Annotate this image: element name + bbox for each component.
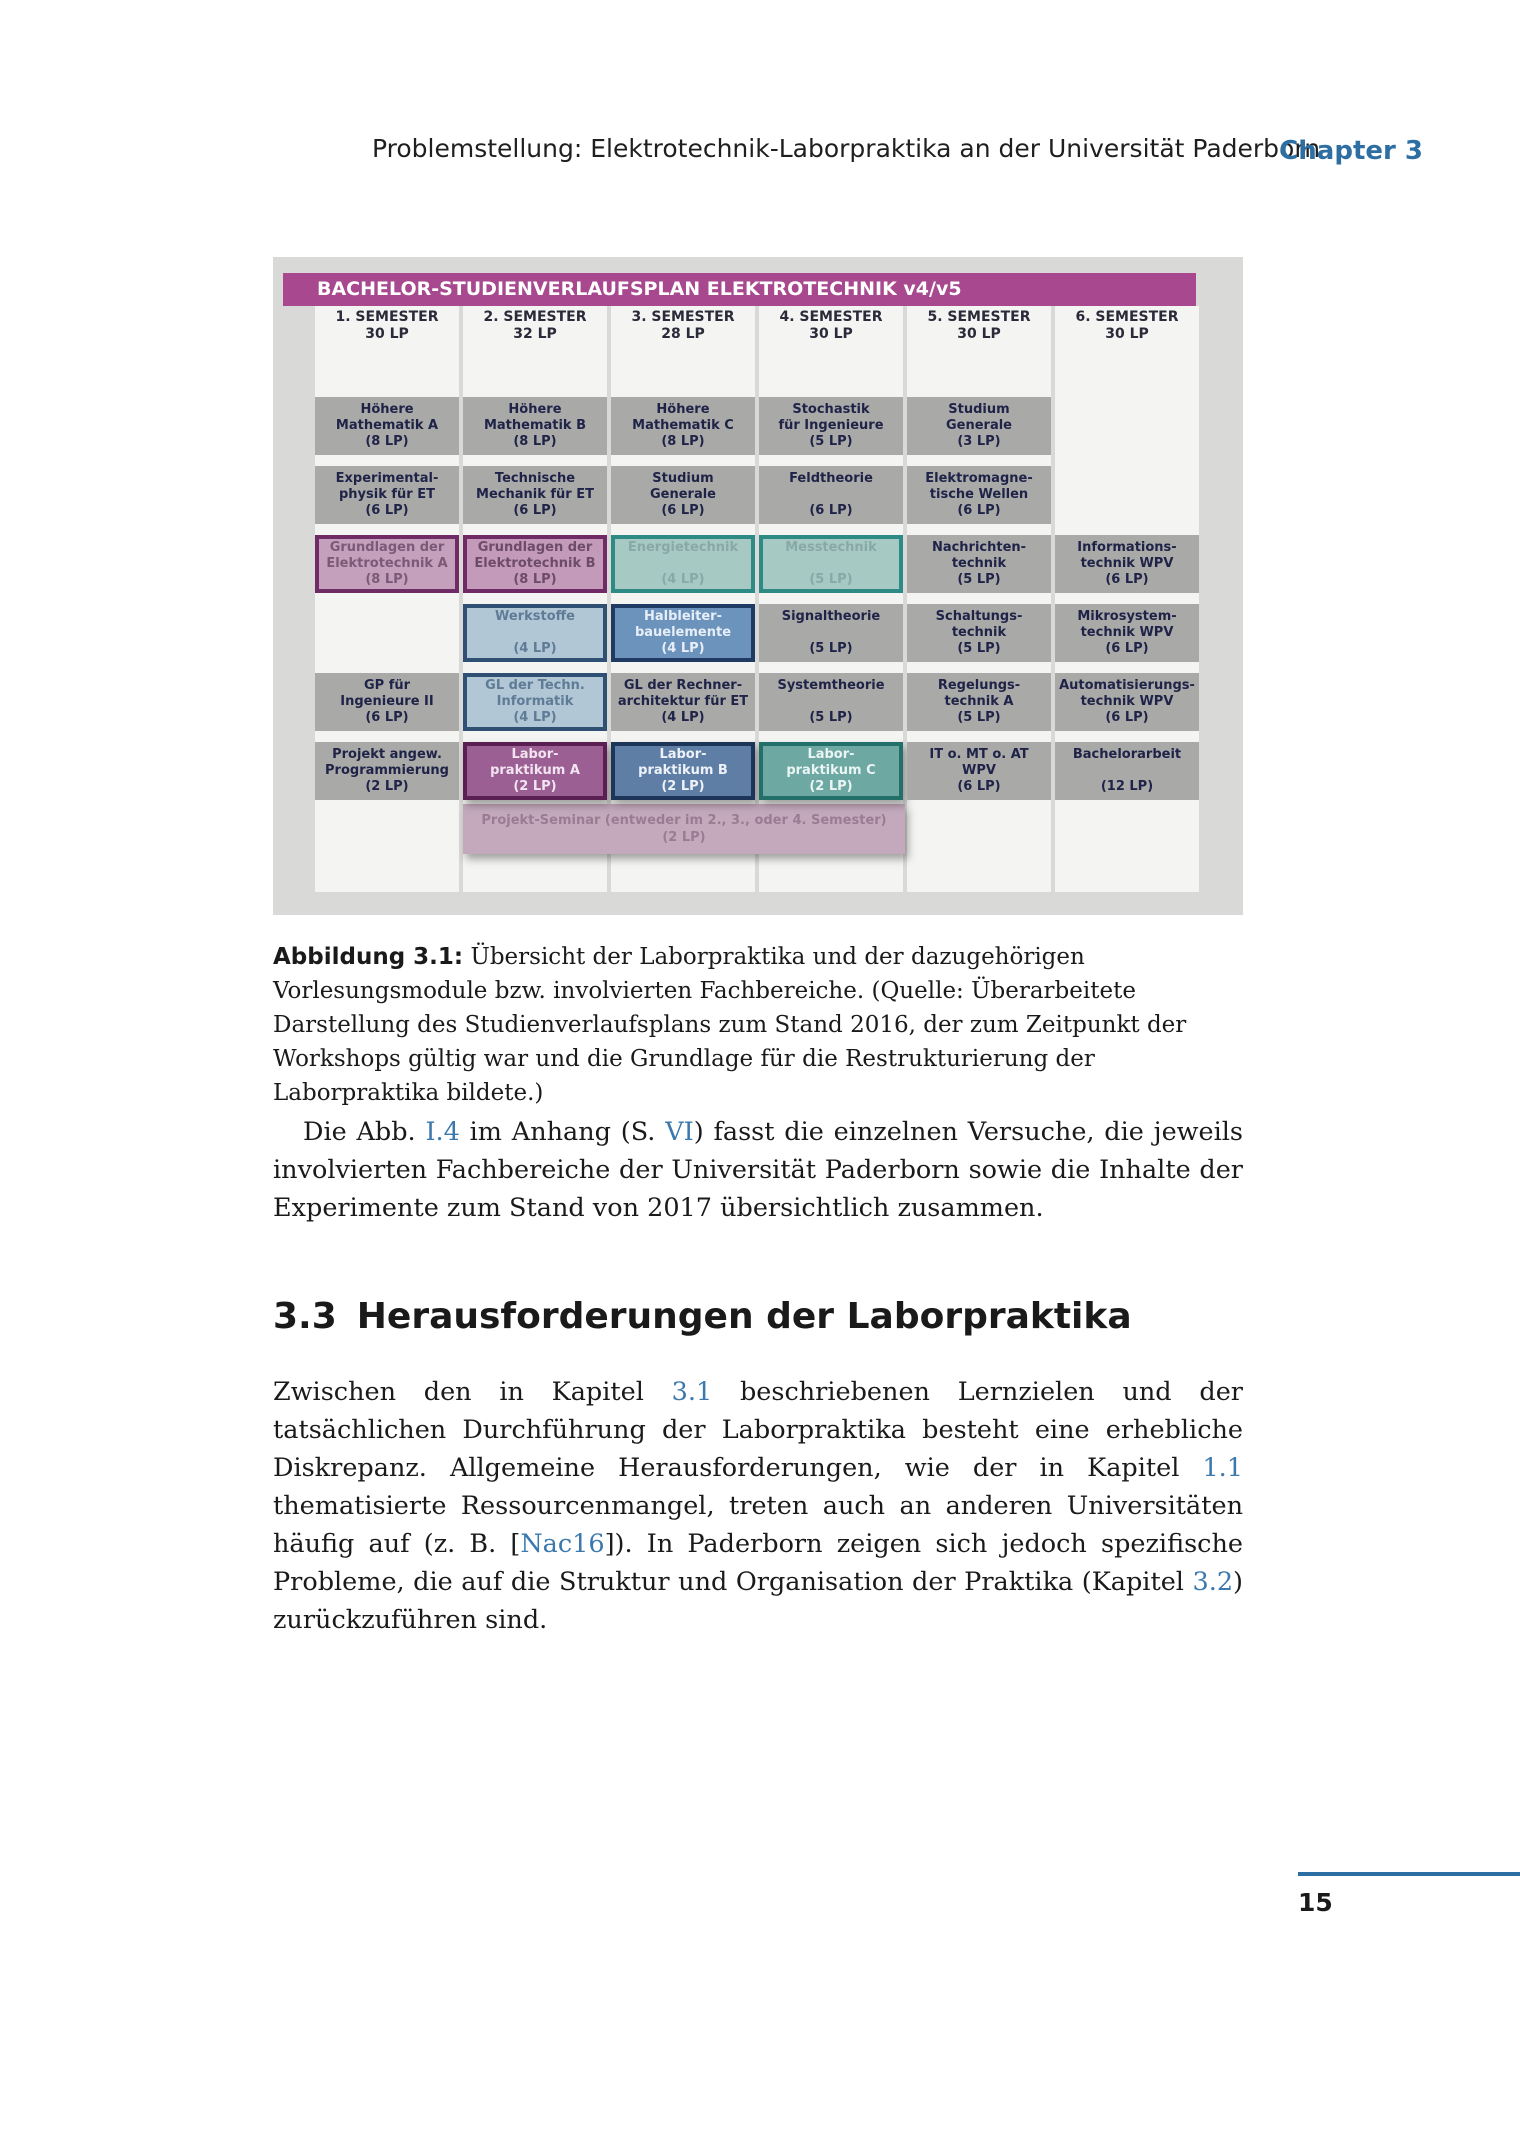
module-cell: Schaltungs- technik (5 LP) — [907, 604, 1051, 662]
module-cell: Regelungs- technik A (5 LP) — [907, 673, 1051, 731]
module-cell: Studium Generale (6 LP) — [611, 466, 755, 524]
module-cell-highlighted: Werkstoffe (4 LP) — [463, 604, 607, 662]
footer-rule — [1298, 1872, 1520, 1876]
module-cell: Elektromagne- tische Wellen (6 LP) — [907, 466, 1051, 524]
project-seminar-bar: Projekt-Seminar (entweder im 2., 3., oder 4. Semester) (2 LP) — [463, 804, 905, 854]
body-paragraph: Die Abb. I.4 im Anhang (S. VI) fasst die einzelnen Versuche, die jeweils involvierten Fachbereiche der Universität Paderborn sowie die Inhalte der Experimente zum Stand von 2017 übersichtlich zusammen. — [273, 1117, 1243, 1223]
section-heading — [273, 1296, 1132, 1337]
appendix-figure-link[interactable]: I.4 — [425, 1117, 460, 1147]
caption-text: Übersicht der Laborpraktika und der dazugehörigen Vorlesungsmodule bzw. involvierten Fachbereiche. (Quelle: Überarbeitete Darstellung des Studienverlaufsplans zum Stand 2016, der zum Zeitpunkt der Workshops gültig war und die Grundlage für die Restrukturierung der Laborpraktika bildete.) — [273, 944, 1187, 1106]
module-cell: Mikrosystem- technik WPV (6 LP) — [1055, 604, 1199, 662]
semester-column — [315, 306, 459, 892]
module-cell: Höhere Mathematik A (8 LP) — [315, 397, 459, 455]
section-title: Herausforderungen der Laborpraktika — [356, 1296, 1132, 1337]
section-number: 3.3 — [273, 1296, 337, 1337]
module-cell: Automatisierungs- technik WPV (6 LP) — [1055, 673, 1199, 731]
module-cell: Höhere Mathematik C (8 LP) — [611, 397, 755, 455]
semester-header: 4. SEMESTER 30 LP — [779, 309, 883, 342]
module-cell: Experimental- physik für ET (6 LP) — [315, 466, 459, 524]
semester-header: 3. SEMESTER 28 LP — [631, 309, 735, 342]
module-cell: Informations- technik WPV (6 LP) — [1055, 535, 1199, 593]
body-paragraph: Zwischen den in Kapitel 3.1 beschriebenen Lernzielen und der tatsächlichen Durchführung der Laborpraktika besteht eine erhebliche Diskrepanz. Allgemeine Herausforderungen, wie der in Kapitel 1.1 thematisierte Ressourcenmangel, treten auch an anderen Universitäten häufig auf (z. B. [Nac16]). In Paderborn zeigen sich jedoch spezifische Probleme, die auf die Struktur und Organisation der Praktika (Kapitel 3.2) zurückzuführen sind. — [273, 1377, 1243, 1635]
lab-practicum-c: Labor- praktikum C (2 LP) — [759, 742, 903, 800]
running-title: Problemstellung: Elektrotechnik-Laborpraktika an der Universität Paderborn — [372, 134, 1321, 163]
caption-label: Abbildung 3.1: — [273, 944, 464, 970]
module-cell-highlighted: Grundlagen der Elektrotechnik B (8 LP) — [463, 535, 607, 593]
module-cell: Stochastik für Ingenieure (5 LP) — [759, 397, 903, 455]
module-cell-highlighted: Grundlagen der Elektrotechnik A (8 LP) — [315, 535, 459, 593]
lab-practicum-a: Labor- praktikum A (2 LP) — [463, 742, 607, 800]
appendix-page-link[interactable]: VI — [665, 1117, 694, 1147]
module-cell: GL der Rechner- architektur für ET (4 LP) — [611, 673, 755, 731]
semester-column — [1055, 306, 1199, 892]
study-plan-figure — [273, 257, 1243, 915]
module-cell: Studium Generale (3 LP) — [907, 397, 1051, 455]
figure-caption — [273, 940, 1243, 1110]
module-cell-highlighted: Energietechnik (4 LP) — [611, 535, 755, 593]
semester-column — [907, 306, 1051, 892]
module-cell: Systemtheorie (5 LP) — [759, 673, 903, 731]
semester-header: 5. SEMESTER 30 LP — [927, 309, 1031, 342]
lab-practicum-b: Labor- praktikum B (2 LP) — [611, 742, 755, 800]
citation-link[interactable]: Nac16 — [520, 1529, 605, 1559]
module-cell: GP für Ingenieure II (6 LP) — [315, 673, 459, 731]
chapter-link[interactable]: 1.1 — [1202, 1453, 1243, 1483]
page-number: 15 — [1298, 1888, 1333, 1917]
module-cell: Signaltheorie (5 LP) — [759, 604, 903, 662]
module-cell: IT o. MT o. AT WPV (6 LP) — [907, 742, 1051, 800]
module-cell-highlighted: Halbleiter- bauelemente (4 LP) — [611, 604, 755, 662]
module-cell-highlighted: GL der Techn. Informatik (4 LP) — [463, 673, 607, 731]
module-cell: Bachelorarbeit (12 LP) — [1055, 742, 1199, 800]
chapter-link[interactable]: 3.2 — [1192, 1567, 1234, 1597]
module-cell: Feldtheorie (6 LP) — [759, 466, 903, 524]
semester-header: 1. SEMESTER 30 LP — [335, 309, 439, 342]
module-cell: Höhere Mathematik B (8 LP) — [463, 397, 607, 455]
module-cell: Technische Mechanik für ET (6 LP) — [463, 466, 607, 524]
module-cell: Projekt angew. Programmierung (2 LP) — [315, 742, 459, 800]
plan-title: BACHELOR-STUDIENVERLAUFSPLAN ELEKTROTECHNIK v4/v5 — [283, 273, 1196, 306]
semester-header: 2. SEMESTER 32 LP — [483, 309, 587, 342]
chapter-label: Chapter 3 — [1279, 136, 1423, 166]
module-cell-highlighted: Messtechnik (5 LP) — [759, 535, 903, 593]
semester-header: 6. SEMESTER 30 LP — [1075, 309, 1179, 342]
module-cell: Nachrichten- technik (5 LP) — [907, 535, 1051, 593]
chapter-link[interactable]: 3.1 — [671, 1377, 713, 1407]
